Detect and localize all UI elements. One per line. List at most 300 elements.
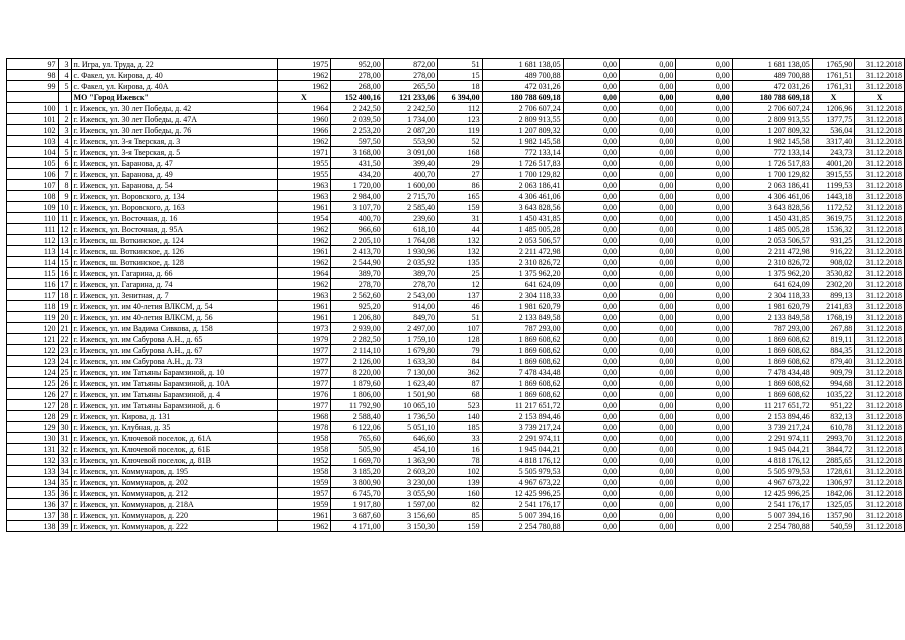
- cell-total-cost: 3 643 828,56: [482, 202, 563, 213]
- cell-cost-sum: 1 869 608,62: [732, 345, 812, 356]
- cell-cost-col-1: 0,00: [563, 125, 619, 136]
- cell-row-number: [7, 92, 59, 103]
- cell-cost-col-1: 0,00: [563, 59, 619, 70]
- cell-row-number: 137: [7, 510, 59, 521]
- cell-row-number: 98: [7, 70, 59, 81]
- cell-cost-per-sqm: 3619,75: [812, 213, 855, 224]
- cell-cost-per-sqm: 931,25: [812, 235, 855, 246]
- cell-living-area: 2 585,40: [383, 202, 437, 213]
- cell-row-number: 129: [7, 422, 59, 433]
- cell-total-area: 3 687,60: [331, 510, 384, 521]
- cell-row-number: 106: [7, 169, 59, 180]
- cell-sub-number: [58, 92, 71, 103]
- cell-living-area: 239,60: [383, 213, 437, 224]
- cell-cost-col-1: 0,00: [563, 455, 619, 466]
- cell-cost-col-3: 0,00: [676, 59, 732, 70]
- cell-address: г. Ижевск, ул. Восточная, д. 16: [71, 213, 277, 224]
- cell-sub-number: 35: [58, 477, 71, 488]
- table-row: [7, 191, 905, 202]
- cell-cost-col-1: 0,00: [563, 114, 619, 125]
- cell-cost-col-3: 0,00: [676, 389, 732, 400]
- cell-sub-number: 23: [58, 345, 71, 356]
- cell-cost-col-3: 0,00: [676, 411, 732, 422]
- cell-total-cost: 2 063 186,41: [482, 180, 563, 191]
- cell-sub-number: 4: [58, 136, 71, 147]
- cell-total-cost: 1 945 044,21: [482, 444, 563, 455]
- cell-row-number: 121: [7, 334, 59, 345]
- cell-total-area: 1 206,80: [331, 312, 384, 323]
- cell-total-cost: 7 478 434,48: [482, 367, 563, 378]
- cell-cost-per-sqm: 908,02: [812, 257, 855, 268]
- cell-residents: 168: [438, 147, 483, 158]
- cell-total-area: 1 917,80: [331, 499, 384, 510]
- cell-sub-number: 15: [58, 257, 71, 268]
- cell-residents: 140: [438, 411, 483, 422]
- cell-cost-per-sqm: 3530,82: [812, 268, 855, 279]
- cell-cost-col-2: 0,00: [619, 125, 675, 136]
- cell-cost-col-2: 0,00: [619, 356, 675, 367]
- cell-row-number: 105: [7, 158, 59, 169]
- cell-year-built: 1964: [277, 268, 331, 279]
- cell-total-area: 152 400,16: [331, 92, 384, 103]
- cell-address: с. Факел, ул. Кирова, д. 40А: [71, 81, 277, 92]
- cell-living-area: 2 497,00: [383, 323, 437, 334]
- cell-cost-col-2: 0,00: [619, 444, 675, 455]
- cell-completion-date: X: [855, 92, 905, 103]
- cell-cost-sum: 4 306 461,06: [732, 191, 812, 202]
- cell-cost-col-2: 0,00: [619, 202, 675, 213]
- cell-row-number: 108: [7, 191, 59, 202]
- cell-residents: 31: [438, 213, 483, 224]
- cell-living-area: 1 600,00: [383, 180, 437, 191]
- cell-address: г. Ижевск, ул. Ключевой поселок, д. 61Б: [71, 444, 277, 455]
- cell-total-cost: 641 624,09: [482, 279, 563, 290]
- cell-cost-per-sqm: 243,73: [812, 147, 855, 158]
- cell-living-area: 1 930,96: [383, 246, 437, 257]
- cell-address: г. Ижевск, ул. им Вадима Сивкова, д. 158: [71, 323, 277, 334]
- cell-cost-col-1: 0,00: [563, 202, 619, 213]
- cell-row-number: 97: [7, 59, 59, 70]
- cell-cost-col-3: 0,00: [676, 367, 732, 378]
- cell-total-area: 2 253,20: [331, 125, 384, 136]
- cell-cost-col-1: 0,00: [563, 158, 619, 169]
- cell-living-area: 7 130,00: [383, 367, 437, 378]
- cell-cost-per-sqm: 1325,05: [812, 499, 855, 510]
- document-sheet: [6, 58, 905, 532]
- cell-cost-per-sqm: 1172,52: [812, 202, 855, 213]
- table-row: [7, 147, 905, 158]
- cell-cost-col-1: 0,00: [563, 345, 619, 356]
- cell-cost-col-3: 0,00: [676, 147, 732, 158]
- cell-row-number: 120: [7, 323, 59, 334]
- cell-residents: 44: [438, 224, 483, 235]
- cell-total-cost: 5 007 394,16: [482, 510, 563, 521]
- cell-cost-col-1: 0,00: [563, 70, 619, 81]
- cell-cost-col-2: 0,00: [619, 224, 675, 235]
- cell-cost-per-sqm: 1765,90: [812, 59, 855, 70]
- cell-cost-per-sqm: 1306,97: [812, 477, 855, 488]
- cell-row-number: 103: [7, 136, 59, 147]
- cell-cost-col-3: 0,00: [676, 400, 732, 411]
- cell-address: г. Ижевск, ул. Коммунаров, д. 202: [71, 477, 277, 488]
- cell-residents: 523: [438, 400, 483, 411]
- cell-total-area: 2 282,50: [331, 334, 384, 345]
- cell-completion-date: 31.12.2018: [855, 246, 905, 257]
- cell-total-cost: 2 053 506,57: [482, 235, 563, 246]
- cell-cost-sum: 641 624,09: [732, 279, 812, 290]
- cell-cost-col-3: 0,00: [676, 488, 732, 499]
- cell-cost-per-sqm: 4001,20: [812, 158, 855, 169]
- cell-cost-per-sqm: 1377,75: [812, 114, 855, 125]
- cell-cost-per-sqm: 2302,20: [812, 279, 855, 290]
- cell-total-cost: 5 505 979,53: [482, 466, 563, 477]
- table-row: [7, 455, 905, 466]
- table-row: [7, 70, 905, 81]
- cell-total-area: 765,60: [331, 433, 384, 444]
- cell-completion-date: 31.12.2018: [855, 444, 905, 455]
- cell-year-built: 1976: [277, 389, 331, 400]
- cell-row-number: 113: [7, 246, 59, 257]
- cell-sub-number: 37: [58, 499, 71, 510]
- cell-cost-col-1: 0,00: [563, 323, 619, 334]
- cell-cost-col-2: 0,00: [619, 312, 675, 323]
- cell-residents: 123: [438, 114, 483, 125]
- cell-cost-col-1: 0,00: [563, 191, 619, 202]
- cell-address: г. Ижевск, ш. Воткинское, д. 126: [71, 246, 277, 257]
- cell-cost-sum: 2 541 176,17: [732, 499, 812, 510]
- cell-cost-per-sqm: 1199,53: [812, 180, 855, 191]
- cell-sub-number: 21: [58, 323, 71, 334]
- cell-completion-date: 31.12.2018: [855, 499, 905, 510]
- cell-cost-col-3: 0,00: [676, 312, 732, 323]
- cell-total-area: 2 544,90: [331, 257, 384, 268]
- cell-cost-col-2: 0,00: [619, 466, 675, 477]
- cell-address: г. Ижевск, ул. Клубная, д. 35: [71, 422, 277, 433]
- cell-cost-col-2: 0,00: [619, 279, 675, 290]
- cell-row-number: 104: [7, 147, 59, 158]
- cell-cost-col-2: 0,00: [619, 158, 675, 169]
- table-row: [7, 268, 905, 279]
- cell-cost-sum: 2 706 607,24: [732, 103, 812, 114]
- cell-cost-col-3: 0,00: [676, 114, 732, 125]
- cell-cost-col-1: 0,00: [563, 147, 619, 158]
- cell-cost-per-sqm: 2885,65: [812, 455, 855, 466]
- cell-cost-col-3: 0,00: [676, 345, 732, 356]
- cell-residents: 86: [438, 180, 483, 191]
- cell-living-area: 646,60: [383, 433, 437, 444]
- cell-living-area: 2 543,00: [383, 290, 437, 301]
- cell-total-area: 966,60: [331, 224, 384, 235]
- cell-address: г. Ижевск, ш. Воткинское, д. 128: [71, 257, 277, 268]
- cell-total-cost: 2 809 913,55: [482, 114, 563, 125]
- cell-row-number: 122: [7, 345, 59, 356]
- cell-cost-sum: 2 291 974,11: [732, 433, 812, 444]
- cell-cost-col-1: 0,00: [563, 367, 619, 378]
- cell-total-area: 952,00: [331, 59, 384, 70]
- cell-row-number: 114: [7, 257, 59, 268]
- cell-cost-col-2: 0,00: [619, 191, 675, 202]
- cell-living-area: 3 150,30: [383, 521, 437, 532]
- cell-cost-col-2: 0,00: [619, 334, 675, 345]
- cell-residents: 84: [438, 356, 483, 367]
- cell-cost-col-2: 0,00: [619, 367, 675, 378]
- cell-year-built: 1955: [277, 158, 331, 169]
- cell-cost-per-sqm: 994,68: [812, 378, 855, 389]
- cell-cost-col-3: 0,00: [676, 433, 732, 444]
- cell-cost-col-1: 0,00: [563, 411, 619, 422]
- cell-cost-col-3: 0,00: [676, 158, 732, 169]
- cell-sub-number: 17: [58, 279, 71, 290]
- cell-cost-sum: 1 207 809,32: [732, 125, 812, 136]
- cell-residents: 87: [438, 378, 483, 389]
- cell-year-built: 1963: [277, 191, 331, 202]
- cell-year-built: 1962: [277, 235, 331, 246]
- cell-address: г. Ижевск, ул. им Татьяны Барамзиной, д. 10А: [71, 378, 277, 389]
- cell-living-area: 1 623,40: [383, 378, 437, 389]
- cell-sub-number: 28: [58, 400, 71, 411]
- cell-total-cost: 1 982 145,58: [482, 136, 563, 147]
- table-row: [7, 389, 905, 400]
- cell-cost-per-sqm: 1206,96: [812, 103, 855, 114]
- housing-table: [6, 58, 905, 532]
- cell-residents: 79: [438, 345, 483, 356]
- cell-row-number: 131: [7, 444, 59, 455]
- cell-total-cost: 772 133,14: [482, 147, 563, 158]
- cell-completion-date: 31.12.2018: [855, 180, 905, 191]
- cell-row-number: 100: [7, 103, 59, 114]
- cell-total-area: 2 205,10: [331, 235, 384, 246]
- table-row: [7, 466, 905, 477]
- cell-cost-col-1: 0,00: [563, 279, 619, 290]
- cell-completion-date: 31.12.2018: [855, 477, 905, 488]
- cell-residents: 160: [438, 488, 483, 499]
- cell-cost-per-sqm: 1761,51: [812, 70, 855, 81]
- cell-total-area: 2 562,60: [331, 290, 384, 301]
- cell-cost-per-sqm: 536,04: [812, 125, 855, 136]
- cell-address: г. Ижевск, ул. 3-я Тверская, д. 3: [71, 136, 277, 147]
- cell-cost-sum: 2 053 506,57: [732, 235, 812, 246]
- cell-cost-col-3: 0,00: [676, 510, 732, 521]
- cell-address: г. Ижевск, ул. Воровского, д. 134: [71, 191, 277, 202]
- cell-sub-number: 8: [58, 180, 71, 191]
- cell-year-built: 1975: [277, 59, 331, 70]
- cell-sub-number: 4: [58, 70, 71, 81]
- cell-total-area: 3 168,00: [331, 147, 384, 158]
- cell-cost-col-3: 0,00: [676, 213, 732, 224]
- cell-residents: 185: [438, 422, 483, 433]
- cell-completion-date: 31.12.2018: [855, 81, 905, 92]
- table-row: [7, 81, 905, 92]
- cell-living-area: 2 035,92: [383, 257, 437, 268]
- cell-completion-date: 31.12.2018: [855, 301, 905, 312]
- cell-living-area: 2 715,70: [383, 191, 437, 202]
- cell-residents: 25: [438, 268, 483, 279]
- cell-sub-number: 27: [58, 389, 71, 400]
- cell-cost-col-2: 0,00: [619, 114, 675, 125]
- cell-completion-date: 31.12.2018: [855, 59, 905, 70]
- cell-sub-number: 34: [58, 466, 71, 477]
- cell-cost-col-1: 0,00: [563, 356, 619, 367]
- cell-total-area: 3 107,70: [331, 202, 384, 213]
- cell-living-area: 914,00: [383, 301, 437, 312]
- cell-cost-per-sqm: 951,22: [812, 400, 855, 411]
- cell-year-built: 1952: [277, 455, 331, 466]
- cell-cost-per-sqm: 916,22: [812, 246, 855, 257]
- cell-cost-col-3: 0,00: [676, 290, 732, 301]
- cell-row-number: 118: [7, 301, 59, 312]
- cell-cost-sum: 472 031,26: [732, 81, 812, 92]
- cell-completion-date: 31.12.2018: [855, 521, 905, 532]
- cell-cost-col-2: 0,00: [619, 488, 675, 499]
- cell-cost-per-sqm: 2141,83: [812, 301, 855, 312]
- cell-living-area: 265,50: [383, 81, 437, 92]
- cell-cost-col-2: 0,00: [619, 180, 675, 191]
- cell-cost-col-3: 0,00: [676, 455, 732, 466]
- table-row: [7, 378, 905, 389]
- cell-sub-number: 11: [58, 213, 71, 224]
- cell-sub-number: 10: [58, 202, 71, 213]
- cell-cost-sum: 11 217 651,72: [732, 400, 812, 411]
- cell-cost-col-2: 0,00: [619, 389, 675, 400]
- cell-row-number: 124: [7, 367, 59, 378]
- cell-cost-sum: 2 304 118,33: [732, 290, 812, 301]
- cell-cost-col-1: 0,00: [563, 444, 619, 455]
- cell-sub-number: 26: [58, 378, 71, 389]
- cell-total-cost: 2 211 472,98: [482, 246, 563, 257]
- cell-sub-number: 38: [58, 510, 71, 521]
- cell-total-cost: 1 869 608,62: [482, 389, 563, 400]
- cell-cost-sum: 1 700 129,82: [732, 169, 812, 180]
- cell-cost-col-3: 0,00: [676, 444, 732, 455]
- cell-year-built: 1961: [277, 246, 331, 257]
- cell-sub-number: 24: [58, 356, 71, 367]
- cell-cost-col-2: 0,00: [619, 235, 675, 246]
- cell-completion-date: 31.12.2018: [855, 389, 905, 400]
- cell-cost-col-3: 0,00: [676, 235, 732, 246]
- table-row: [7, 114, 905, 125]
- cell-total-cost: 1 726 517,83: [482, 158, 563, 169]
- cell-residents: 132: [438, 246, 483, 257]
- cell-address: г. Ижевск, ул. Баранова, д. 47: [71, 158, 277, 169]
- cell-address: г. Ижевск, ул. Ключевой поселок, д. 81В: [71, 455, 277, 466]
- cell-cost-col-1: 0,00: [563, 499, 619, 510]
- cell-total-area: 925,20: [331, 301, 384, 312]
- cell-total-area: 278,70: [331, 279, 384, 290]
- cell-cost-col-3: 0,00: [676, 499, 732, 510]
- cell-completion-date: 31.12.2018: [855, 356, 905, 367]
- cell-cost-col-2: 0,00: [619, 521, 675, 532]
- cell-cost-per-sqm: 1357,90: [812, 510, 855, 521]
- cell-year-built: 1962: [277, 279, 331, 290]
- cell-residents: 46: [438, 301, 483, 312]
- cell-residents: 362: [438, 367, 483, 378]
- cell-total-cost: 472 031,26: [482, 81, 563, 92]
- cell-total-area: 3 185,20: [331, 466, 384, 477]
- cell-cost-col-3: 0,00: [676, 169, 732, 180]
- table-row: [7, 169, 905, 180]
- cell-address: г. Ижевск, ул. Воровского, д. 163: [71, 202, 277, 213]
- cell-cost-col-1: 0,00: [563, 180, 619, 191]
- cell-year-built: 1961: [277, 312, 331, 323]
- cell-living-area: 3 156,60: [383, 510, 437, 521]
- cell-total-cost: 180 788 609,18: [482, 92, 563, 103]
- cell-total-area: 2 242,50: [331, 103, 384, 114]
- cell-cost-per-sqm: 1536,32: [812, 224, 855, 235]
- cell-cost-col-1: 0,00: [563, 510, 619, 521]
- cell-sub-number: 14: [58, 246, 71, 257]
- cell-living-area: 454,10: [383, 444, 437, 455]
- cell-address: г. Ижевск, ул. Ключевой поселок, д. 61А: [71, 433, 277, 444]
- cell-address: г. Ижевск, ул. Коммунаров, д. 222: [71, 521, 277, 532]
- cell-sub-number: 3: [58, 125, 71, 136]
- cell-year-built: 1977: [277, 400, 331, 411]
- cell-living-area: 3 230,00: [383, 477, 437, 488]
- cell-living-area: 1 764,08: [383, 235, 437, 246]
- cell-year-built: 1971: [277, 147, 331, 158]
- table-row: [7, 202, 905, 213]
- cell-total-cost: 2 310 826,72: [482, 257, 563, 268]
- table-row: [7, 158, 905, 169]
- cell-year-built: 1963: [277, 180, 331, 191]
- cell-completion-date: 31.12.2018: [855, 224, 905, 235]
- cell-completion-date: 31.12.2018: [855, 400, 905, 411]
- cell-residents: 51: [438, 59, 483, 70]
- cell-cost-col-1: 0,00: [563, 488, 619, 499]
- table-row: [7, 224, 905, 235]
- cell-cost-sum: 1 869 608,62: [732, 389, 812, 400]
- cell-row-number: 138: [7, 521, 59, 532]
- table-row: [7, 521, 905, 532]
- cell-completion-date: 31.12.2018: [855, 191, 905, 202]
- cell-cost-per-sqm: 1768,19: [812, 312, 855, 323]
- cell-total-area: 2 039,50: [331, 114, 384, 125]
- cell-cost-col-1: 0,00: [563, 81, 619, 92]
- cell-cost-col-2: 0,00: [619, 136, 675, 147]
- cell-cost-col-1: 0,00: [563, 466, 619, 477]
- cell-cost-sum: 1 981 620,79: [732, 301, 812, 312]
- cell-cost-per-sqm: 899,13: [812, 290, 855, 301]
- table-row: [7, 180, 905, 191]
- cell-address: г. Ижевск, ул. Восточная, д. 95А: [71, 224, 277, 235]
- cell-year-built: X: [277, 92, 331, 103]
- cell-address: г. Ижевск, ул. Гагарина, д. 74: [71, 279, 277, 290]
- cell-year-built: 1962: [277, 257, 331, 268]
- cell-row-number: 117: [7, 290, 59, 301]
- table-row: [7, 257, 905, 268]
- table-row: [7, 433, 905, 444]
- cell-cost-col-3: 0,00: [676, 334, 732, 345]
- cell-sub-number: 18: [58, 290, 71, 301]
- cell-cost-col-1: 0,00: [563, 422, 619, 433]
- cell-address: г. Ижевск, ул. им 40-летия ВЛКСМ, д. 56: [71, 312, 277, 323]
- cell-address: г. Ижевск, ш. Воткинское, д. 124: [71, 235, 277, 246]
- cell-completion-date: 31.12.2018: [855, 136, 905, 147]
- cell-total-area: 278,00: [331, 70, 384, 81]
- cell-address: г. Ижевск, ул. Зенитная, д. 7: [71, 290, 277, 301]
- cell-year-built: 1977: [277, 367, 331, 378]
- cell-address: г. Ижевск, ул. им Татьяны Барамзиной, д. 4: [71, 389, 277, 400]
- cell-cost-col-3: 0,00: [676, 323, 732, 334]
- cell-completion-date: 31.12.2018: [855, 125, 905, 136]
- table-row: [7, 477, 905, 488]
- cell-cost-col-3: 0,00: [676, 92, 732, 103]
- cell-year-built: 1959: [277, 477, 331, 488]
- cell-sub-number: 2: [58, 114, 71, 125]
- cell-total-cost: 4 967 673,22: [482, 477, 563, 488]
- cell-cost-sum: 1 982 145,58: [732, 136, 812, 147]
- cell-cost-per-sqm: X: [812, 92, 855, 103]
- cell-cost-sum: 2 809 913,55: [732, 114, 812, 125]
